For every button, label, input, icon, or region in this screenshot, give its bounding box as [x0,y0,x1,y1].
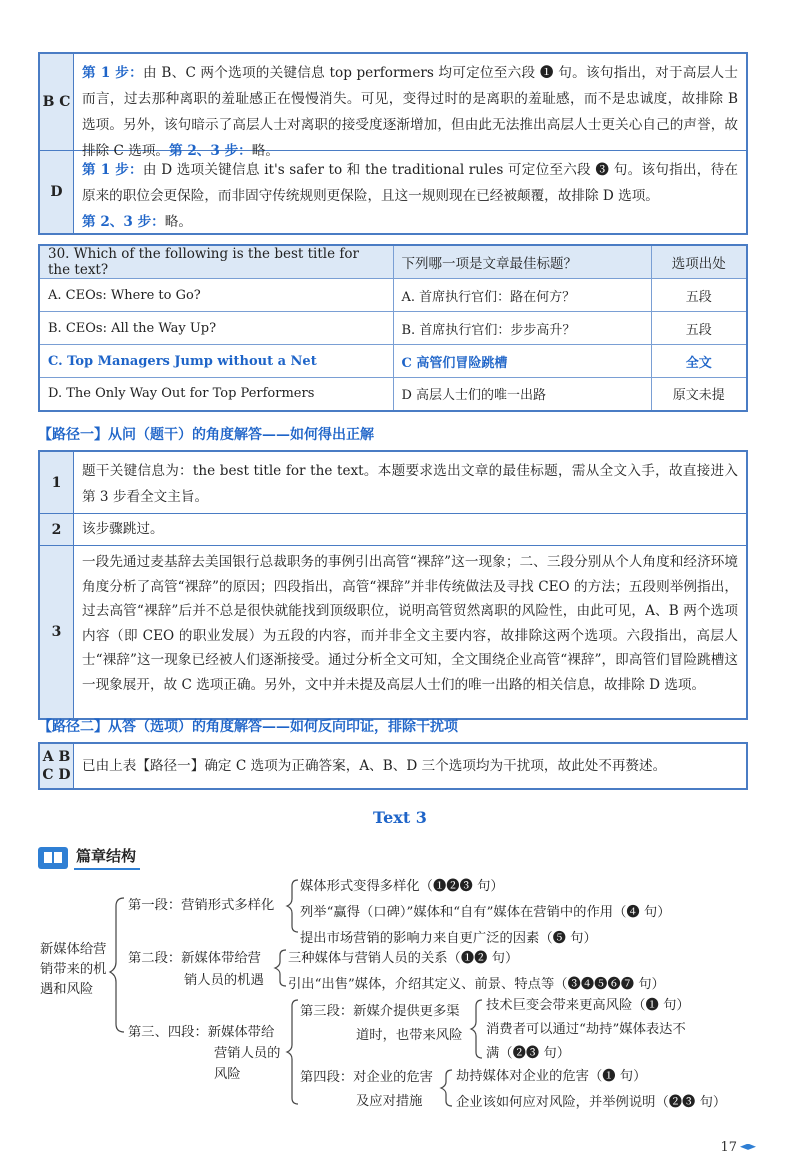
page-number: 17 [720,1140,756,1155]
option-en: B. CEOs: All the Way Up? [39,312,393,345]
tree-para-4: 第四段：对企业的危害 及应对措施 [300,1070,433,1109]
list-item: 劫持媒体对企业的危害（❶ 句） [456,1069,647,1084]
row-label: D [40,151,74,233]
header-source: 选项出处 [651,245,747,279]
option-source: 五段 [651,312,747,345]
step-label: 2 [40,514,74,545]
brace-root [110,898,124,1032]
step-text: 题干关键信息为：the best title for the text。本题要求选出文章的最佳标题，需从全文入手，故直接进入第 3 步看全文主旨。 [82,463,738,505]
tree-para-2-items [288,946,665,998]
list-item: 引出“出售”媒体，介绍其定义、前景、特点等（❸❹❺❻❼ 句） [288,977,665,992]
tree-para-1-items [300,874,671,952]
tree-para-3: 第三段：新媒介提供更多渠 道时，也带来风险 [300,1004,463,1043]
option-en: A. CEOs: Where to Go? [39,279,393,312]
text3-title: Text 3 [373,808,427,827]
option-cn: B. 首席执行官们：步步高升？ [393,312,651,345]
header-question: 30. Which of the following is the best title for the text? [39,245,393,279]
row-label: B C [40,54,74,150]
brace-p2 [275,950,286,986]
distractor-text: 已由上表【路径一】确定 C 选项为正确答案，A、B、D 三个选项均为干扰项，故此处不再赘述。 [82,758,667,774]
brace-p4 [441,1070,452,1106]
list-item: 技术巨变会带来更高风险（❶ 句） [486,998,690,1013]
step-label: 3 [40,546,74,718]
step-text: 该步骤跳过。 [82,521,164,537]
brace-p1 [287,880,298,932]
option-en: D. The Only Way Out for Top Performers [39,378,393,411]
header-translation: 下列哪一项是文章最佳标题？ [393,245,651,279]
brace-p3 [471,1000,482,1058]
tree-para-34: 第三、四段：新媒体带给 营销人员的 风险 [128,1025,281,1082]
list-item: 满（❷❸ 句） [486,1046,571,1061]
brace-p34 [287,1000,298,1104]
row-text: 第 1 步：由 B、C 两个选项的关键信息 top performers 均可定位至六段 ❶ 句。该句指出，对于高层人士而言，过去那种离职的羞耻感正在慢慢消失。可见，变得过时的是离职的羞耻感，而不是忠诚度，故排除 B 选项。另外，该句暗示了高层人士对离职的接受度逐渐增加，但由此无法推出高层人士更关心自己的声誉，故排除 C 选项。第 2、3 步：略。 [82,65,738,159]
option-source: 全文 [651,345,747,378]
option-source: 原文未提 [651,378,747,411]
option-source: 五段 [651,279,747,312]
list-item: 提出市场营销的影响力来自更广泛的因素（❺ 句） [300,931,597,946]
tree-para-3-items [486,994,690,1066]
option-cn: A. 首席执行官们：路在何方？ [393,279,651,312]
path-one-heading: 【路径一】从问（题干）的角度解答——如何得出正解 [38,427,374,443]
list-item: 企业该如何应对风险，并举例说明（❷❸ 句） [456,1095,727,1110]
row-text: 第 1 步：由 D 选项关键信息 it's safer to 和 the traditional rules 可定位至六段 ❸ 句。该句指出，待在原来的职位会更保险，而非固守传统规则更保险，且这一规则现在已经被颠覆，故排除 D 选项。 第 2、3 步：略。 [82,162,738,230]
list-item: 消费者可以通过“劫持”媒体表达不 [486,1022,686,1037]
section-title: 篇章结构 [74,845,140,870]
list-item: 列举“赢得（口碑）”媒体和“自有”媒体在营销中的作用（❹ 句） [300,905,671,920]
path-two-heading: 【路径二】从答（选项）的角度解答——如何反向印证，排除干扰项 [38,719,458,735]
tree-para-2: 第二段：新媒体带给营 销人员的机遇 [128,951,264,988]
step-label: 1 [40,452,74,513]
tree-root: 新媒体给营 销带来的机 遇和风险 [40,942,107,997]
option-en: C. Top Managers Jump without a Net [39,345,393,378]
step-text: 一段先通过麦基辞去美国银行总裁职务的事例引出高管“裸辞”这一现象；二、三段分别从个人角度和经济环境角度分析了高管“裸辞”的原因；四段指出，高管“裸辞”并非传统做法及寻找 CEO 的方法；五段则举例指出，过去高管“裸辞”后并不总是很快就能找到顶级职位，说明高管贸然离职的风险性，由此可见，A、B 两个选项内容（即 CEO 的职业发展）为五段的内容，而并非全文主要内容，故排除这两个选项。六段指出，高层人士“裸辞”这一现象已经被人们逐渐接受。通过分析全文可知，全文围绕企业高管“裸辞”，即高管们冒险跳槽这一现象展开，故 C 选项正确。另外，文中并未提及高层人士们的唯一出路的相关信息，故排除 D 选项。 [82,554,738,693]
list-item: 媒体形式变得多样化（❶❷❸ 句） [300,879,504,894]
list-item: 三种媒体与营销人员的关系（❶❷ 句） [288,951,519,966]
option-cn: C 高管们冒险跳槽 [393,345,651,378]
tree-para-1: 第一段：营销形式多样化 [128,898,275,913]
distractor-label: A B C D [40,744,74,788]
option-cn: D 高层人士们的唯一出路 [393,378,651,411]
tree-para-4-items [456,1064,726,1116]
graduation-cap-icon [740,1144,756,1152]
